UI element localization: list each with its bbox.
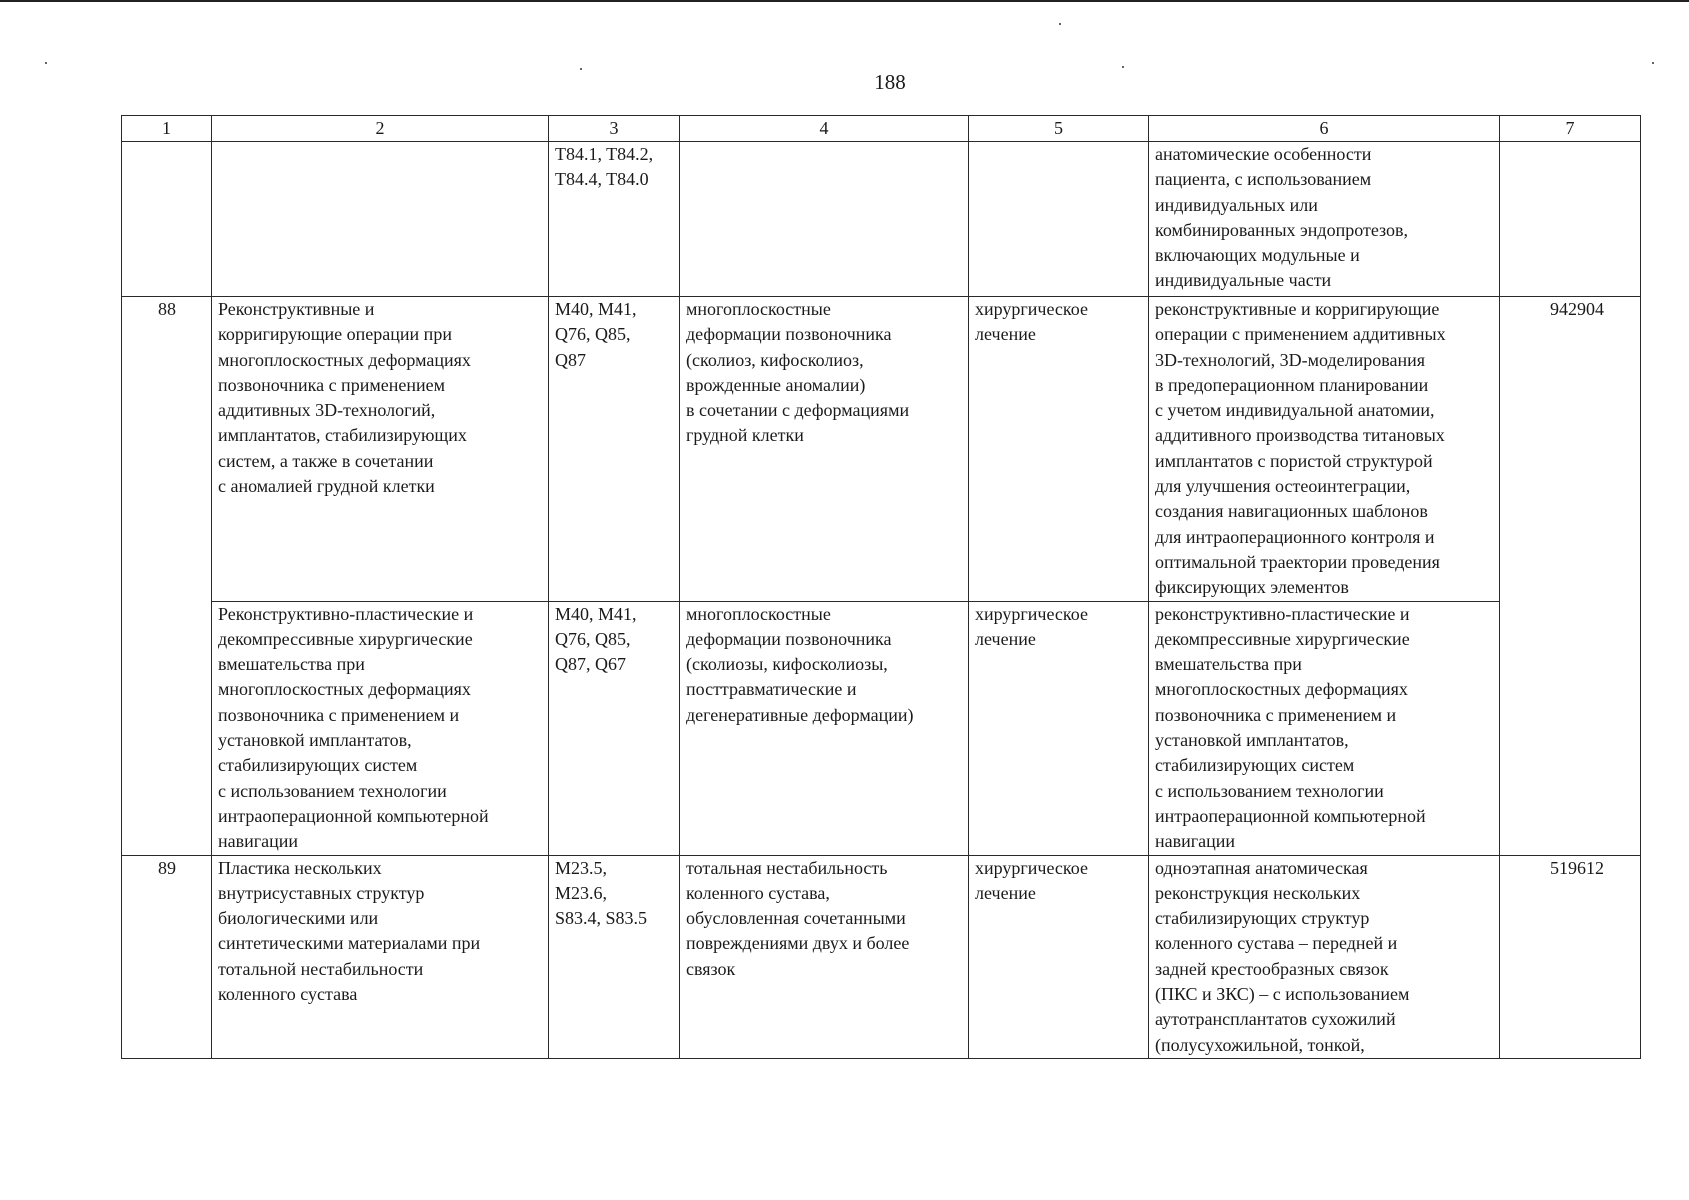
- cell-line: тотальная нестабильность: [686, 857, 888, 878]
- treatment-type-cell: [969, 142, 1149, 297]
- cell-line: Q76, Q85,: [555, 628, 631, 649]
- cell-line: с использованием технологии: [1155, 780, 1384, 801]
- table-row: [122, 601, 1641, 855]
- cell-line: связок: [686, 958, 736, 979]
- procedure-name-cell: [212, 855, 549, 1058]
- cell-line: S83.4, S83.5: [555, 908, 648, 929]
- cell-line: одноэтапная анатомическая: [1155, 857, 1368, 878]
- cell-line: с аномалией грудной клетки: [218, 476, 435, 497]
- cell-line: операции с применением аддитивных: [1155, 324, 1446, 345]
- row-number: 88: [122, 297, 212, 856]
- treatment-method-cell: [1149, 601, 1500, 855]
- cell-line: посттравматические и: [686, 679, 857, 700]
- cell-line: (ПКС и ЗКС) – с использованием: [1155, 984, 1410, 1005]
- cell-line: навигации: [1155, 831, 1236, 852]
- cell-line: стабилизирующих систем: [1155, 755, 1355, 776]
- cost-cell: 942904: [1500, 297, 1641, 856]
- procedures-table: [121, 115, 1641, 1059]
- cell-line: деформации позвоночника: [686, 324, 892, 345]
- row-number: 89: [122, 855, 212, 1058]
- scan-speck: [45, 62, 47, 64]
- cell-line: дегенеративные деформации): [686, 704, 914, 725]
- cell-line: хирургическое: [975, 299, 1088, 319]
- scan-speck: [1059, 23, 1061, 25]
- cell-line: многоплоскостных деформациях: [218, 349, 471, 370]
- cell-line: лечение: [975, 324, 1036, 345]
- patient-model-cell: [680, 142, 969, 297]
- cell-line: хирургическое: [975, 857, 1088, 878]
- cell-line: (сколиоз, кифосколиоз,: [686, 349, 864, 370]
- cell-line: для интраоперационного контроля и: [1155, 526, 1435, 547]
- cell-line: позвоночника с применением и: [218, 704, 460, 725]
- cell-line: для улучшения остеоинтеграции,: [1155, 476, 1411, 497]
- cell-line: включающих модульные и: [1155, 245, 1360, 266]
- cell-line: повреждениями двух и более: [686, 933, 910, 954]
- column-header: 5: [969, 116, 1149, 142]
- cell-line: позвоночника с применением и: [1155, 704, 1397, 725]
- cell-line: обусловленная сочетанными: [686, 908, 906, 929]
- treatment-method-cell: [1149, 297, 1500, 602]
- cell-line: деформации позвоночника: [686, 628, 892, 649]
- column-header: 7: [1500, 116, 1641, 142]
- cell-line: создания навигационных шаблонов: [1155, 501, 1428, 522]
- procedure-name-cell: [212, 297, 549, 602]
- cell-line: навигации: [218, 831, 299, 852]
- column-header: 2: [212, 116, 549, 142]
- treatment-method-cell: [1149, 855, 1500, 1058]
- cell-line: систем, а также в сочетании: [218, 450, 434, 471]
- cell-line: индивидуальные части: [1155, 270, 1332, 291]
- cell-line: M23.5,: [555, 857, 608, 878]
- cell-line: Реконструктивно-пластические и: [218, 603, 474, 624]
- cell-line: задней крестообразных связок: [1155, 958, 1389, 979]
- cell-line: M23.6,: [555, 882, 608, 903]
- cell-line: лечение: [975, 628, 1036, 649]
- cell-line: T84.4, T84.0: [555, 169, 649, 190]
- treatment-type-cell: [969, 297, 1149, 602]
- procedure-name-cell: [212, 601, 549, 855]
- cell-line: внутрисуставных структур: [218, 882, 425, 903]
- cell-line: многоплоскостных деформациях: [1155, 679, 1408, 700]
- cell-line: оптимальной траектории проведения: [1155, 551, 1440, 572]
- cell-line: индивидуальных или: [1155, 194, 1318, 215]
- cell-line: установкой имплантатов,: [218, 730, 412, 751]
- cell-line: многоплоскостных деформациях: [218, 679, 471, 700]
- cell-line: аддитивного производства титановых: [1155, 425, 1445, 446]
- diagnosis-codes-cell: [549, 601, 680, 855]
- cell-line: интраоперационной компьютерной: [1155, 805, 1426, 826]
- cell-line: реконструктивные и корригирующие: [1155, 299, 1440, 319]
- cell-line: вмешательства при: [1155, 654, 1302, 675]
- column-header: 4: [680, 116, 969, 142]
- table-row: [122, 142, 1641, 297]
- cell-line: M40, M41,: [555, 603, 637, 624]
- cell-line: многоплоскостные: [686, 299, 831, 319]
- table-row: [122, 297, 1641, 602]
- cost-cell: 519612: [1500, 855, 1641, 1058]
- diagnosis-codes-cell: [549, 297, 680, 602]
- cell-line: Q87: [555, 349, 586, 370]
- cell-line: реконструктивно-пластические и: [1155, 603, 1410, 624]
- column-header: 6: [1149, 116, 1500, 142]
- cell-line: лечение: [975, 882, 1036, 903]
- treatment-type-cell: [969, 601, 1149, 855]
- cell-line: имплантатов, стабилизирующих: [218, 425, 467, 446]
- cell-line: имплантатов с пористой структурой: [1155, 450, 1433, 471]
- patient-model-cell: [680, 855, 969, 1058]
- table-row: [122, 855, 1641, 1058]
- cell-line: (сколиозы, кифосколиозы,: [686, 654, 888, 675]
- diagnosis-codes-cell: [549, 142, 680, 297]
- cell-line: синтетическими материалами при: [218, 933, 481, 954]
- cell-line: декомпрессивные хирургические: [1155, 628, 1410, 649]
- cell-line: корригирующие операции при: [218, 324, 452, 345]
- cell-line: анатомические особенности: [1155, 144, 1372, 164]
- cell-line: биологическими или: [218, 908, 379, 929]
- scan-speck: [1652, 62, 1654, 64]
- patient-model-cell: [680, 297, 969, 602]
- cell-line: фиксирующих элементов: [1155, 577, 1349, 598]
- row-number: [122, 142, 212, 297]
- treatment-method-cell: [1149, 142, 1500, 297]
- diagnosis-codes-cell: [549, 855, 680, 1058]
- procedure-name-cell: [212, 142, 549, 297]
- cell-line: коленного сустава – передней и: [1155, 933, 1398, 954]
- patient-model-cell: [680, 601, 969, 855]
- cell-line: T84.1, T84.2,: [555, 144, 654, 164]
- top-edge-line: [0, 0, 1689, 2]
- cost-cell: [1500, 142, 1641, 297]
- cell-line: декомпрессивные хирургические: [218, 628, 473, 649]
- column-header: 3: [549, 116, 680, 142]
- cell-line: позвоночника с применением: [218, 374, 445, 395]
- cell-line: Реконструктивные и: [218, 299, 375, 319]
- column-header: 1: [122, 116, 212, 142]
- cell-line: коленного сустава,: [686, 882, 830, 903]
- cell-line: грудной клетки: [686, 425, 804, 446]
- cell-line: 3D-технологий, 3D-моделирования: [1155, 349, 1426, 370]
- cell-line: установкой имплантатов,: [1155, 730, 1349, 751]
- cell-line: вмешательства при: [218, 654, 365, 675]
- cell-line: хирургическое: [975, 603, 1088, 624]
- cell-line: стабилизирующих систем: [218, 755, 418, 776]
- page-number: 188: [874, 70, 906, 94]
- cell-line: коленного сустава: [218, 984, 358, 1005]
- cell-line: с учетом индивидуальной анатомии,: [1155, 400, 1435, 421]
- cell-line: стабилизирующих структур: [1155, 908, 1370, 929]
- cell-line: в сочетании с деформациями: [686, 400, 910, 421]
- cell-line: Q87, Q67: [555, 654, 626, 675]
- header-row: [122, 116, 1641, 142]
- cell-line: (полусухожильной, тонкой,: [1155, 1034, 1365, 1055]
- cell-line: в предоперационном планировании: [1155, 374, 1429, 395]
- cell-line: Q76, Q85,: [555, 324, 631, 345]
- cell-line: многоплоскостные: [686, 603, 831, 624]
- treatment-type-cell: [969, 855, 1149, 1058]
- cell-line: тотальной нестабильности: [218, 958, 424, 979]
- cell-line: комбинированных эндопротезов,: [1155, 219, 1409, 240]
- cell-line: пациента, с использованием: [1155, 169, 1372, 190]
- cell-line: аутотрансплантатов сухожилий: [1155, 1009, 1396, 1030]
- cell-line: врожденные аномалии): [686, 374, 866, 395]
- cell-line: Пластика нескольких: [218, 857, 382, 878]
- cell-line: с использованием технологии: [218, 780, 447, 801]
- cell-line: интраоперационной компьютерной: [218, 805, 489, 826]
- scan-speck: [1122, 66, 1124, 68]
- cell-line: аддитивных 3D-технологий,: [218, 400, 436, 421]
- cell-line: M40, M41,: [555, 299, 637, 319]
- cell-line: реконструкция нескольких: [1155, 882, 1361, 903]
